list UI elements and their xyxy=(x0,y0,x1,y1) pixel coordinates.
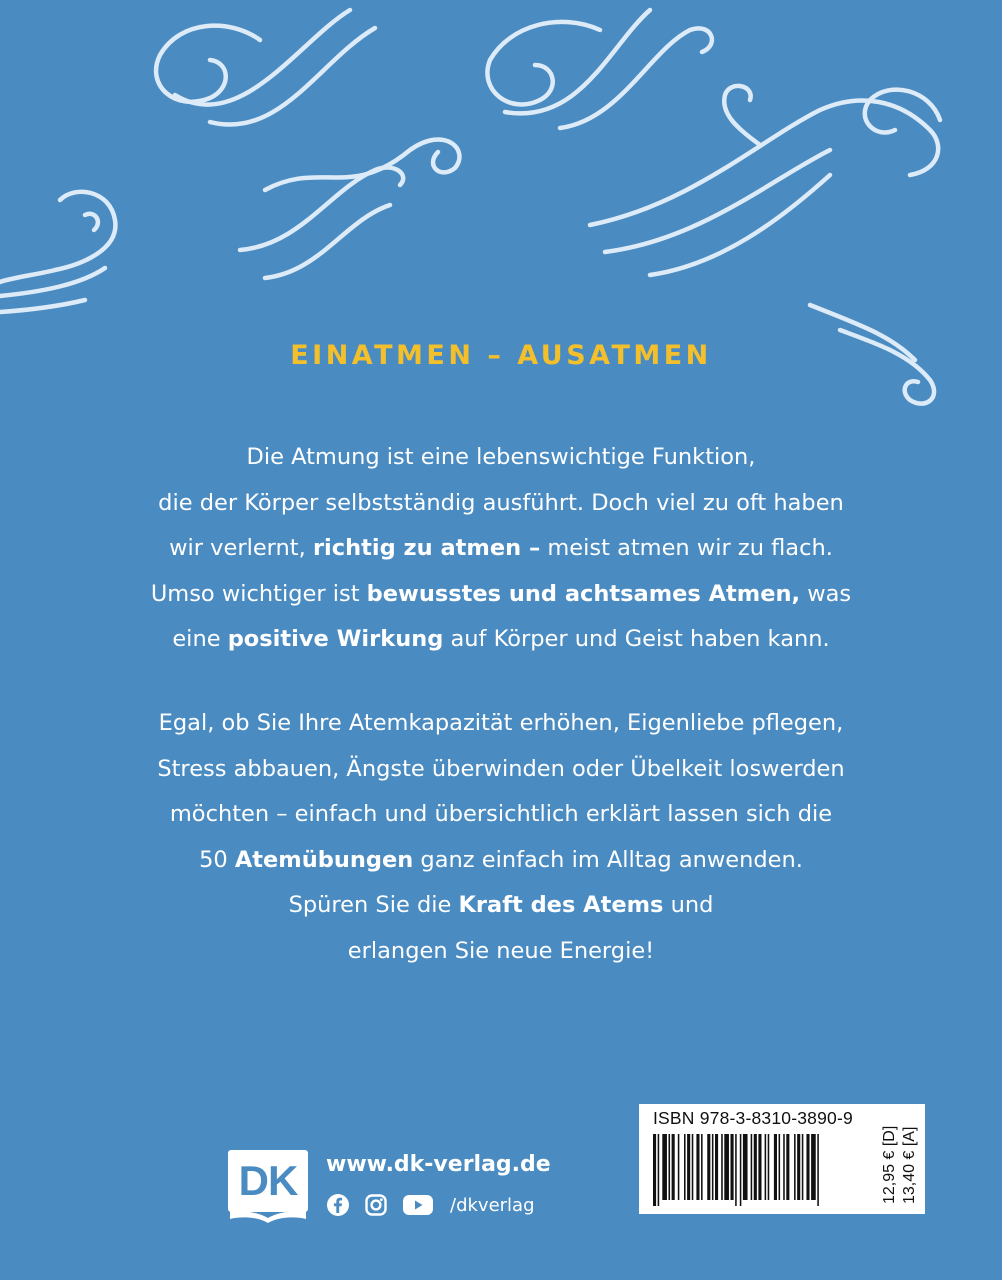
text-run: erlangen Sie neue Energie! xyxy=(347,937,655,964)
text-run: Egal, ob Sie Ihre Atemkapazität erhöhen, Eigenliebe pflegen, xyxy=(158,710,844,736)
bold-text: Atemübungen xyxy=(234,846,414,873)
text-line xyxy=(90,572,912,618)
youtube-icon[interactable] xyxy=(402,1193,434,1217)
bold-text: bewusstes und achtsames Atmen, xyxy=(366,580,801,607)
section-heading: EINATMEN – AUSATMEN xyxy=(290,340,712,371)
text-line xyxy=(90,747,912,793)
price-austria: 13,40 € [A] xyxy=(901,1126,918,1204)
text-run: meist atmen wir zu flach. xyxy=(540,535,833,561)
text-line xyxy=(90,617,912,663)
instagram-icon[interactable] xyxy=(364,1193,388,1217)
price-germany: 12,95 € [D] xyxy=(881,1125,898,1204)
text-line xyxy=(90,481,912,527)
text-run: Die Atmung ist eine lebenswichtige Funktion, xyxy=(246,444,756,470)
text-line xyxy=(90,701,912,747)
dk-logo-text: DK xyxy=(228,1150,308,1212)
text-line xyxy=(90,792,912,838)
text-line xyxy=(90,883,912,929)
bold-text: Kraft des Atems xyxy=(458,892,664,918)
text-run: Stress abbauen, Ängste überwinden oder Übelkeit loswerden xyxy=(157,755,845,782)
social-links xyxy=(326,1191,535,1219)
text-run: 50 xyxy=(199,846,235,873)
text-run: Umso wichtiger ist xyxy=(150,580,367,607)
description-paragraph-2 xyxy=(90,701,912,974)
text-line xyxy=(90,435,912,481)
social-handle[interactable]: /dkverlag xyxy=(450,1194,535,1216)
text-run: was xyxy=(800,580,852,607)
book-icon xyxy=(228,1212,308,1224)
text-line xyxy=(90,526,912,572)
website-link[interactable]: www.dk-verlag.de xyxy=(326,1152,551,1177)
text-run: wir verlernt, xyxy=(169,535,313,561)
text-run: und xyxy=(663,892,714,918)
barcode-label xyxy=(639,1104,925,1214)
text-run: Spüren Sie die xyxy=(288,892,459,918)
bold-text: richtig zu atmen – xyxy=(312,535,541,561)
bold-text: positive Wirkung xyxy=(227,626,444,652)
isbn-text: ISBN 978-3-8310-3890-9 xyxy=(653,1108,853,1128)
dk-logo xyxy=(228,1150,308,1224)
text-run: auf Körper und Geist haben kann. xyxy=(443,626,830,652)
text-run: die der Körper selbstständig ausführt. Doch viel zu oft haben xyxy=(158,489,844,516)
text-line xyxy=(90,838,912,884)
text-line xyxy=(90,929,912,975)
barcode-icon xyxy=(653,1134,871,1206)
text-run: eine xyxy=(172,626,228,652)
text-run: möchten – einfach und übersichtlich erklärt lassen sich die xyxy=(169,801,833,827)
facebook-icon[interactable] xyxy=(326,1193,350,1217)
description-paragraph-1 xyxy=(90,435,912,663)
text-run: ganz einfach im Alltag anwenden. xyxy=(413,846,803,873)
